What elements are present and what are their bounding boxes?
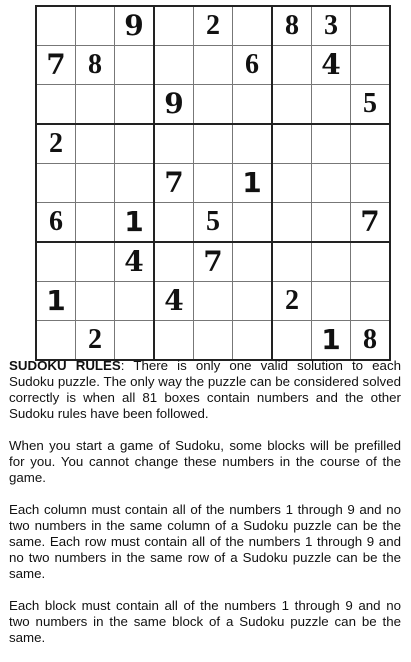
sudoku-row	[36, 46, 390, 85]
sudoku-cell-r8-c5[interactable]	[194, 282, 233, 321]
sudoku-cell-r9-c4[interactable]	[154, 321, 194, 361]
sudoku-board-container	[35, 5, 380, 356]
sudoku-cell-r6-c8[interactable]	[312, 203, 351, 243]
sudoku-cell-r9-c9: 8	[351, 321, 391, 361]
sudoku-row	[36, 321, 390, 361]
sudoku-cell-r7-c2[interactable]	[76, 242, 115, 282]
sudoku-cell-r9-c7[interactable]	[272, 321, 312, 361]
sudoku-cell-r9-c3[interactable]	[115, 321, 155, 361]
sudoku-grid	[35, 5, 391, 361]
sudoku-row	[36, 85, 390, 125]
sudoku-cell-r8-c4: 4	[154, 282, 194, 321]
sudoku-cell-r2-c2: 8	[76, 46, 115, 85]
sudoku-cell-r9-c8: 1	[312, 321, 351, 361]
sudoku-cell-r5-c4: 7	[154, 164, 194, 203]
sudoku-cell-r8-c1: 1	[36, 282, 76, 321]
sudoku-cell-r1-c3: 9	[115, 6, 155, 46]
sudoku-cell-r1-c5: 2	[194, 6, 233, 46]
sudoku-cell-r6-c1: 6	[36, 203, 76, 243]
sudoku-cell-r3-c1[interactable]	[36, 85, 76, 125]
sudoku-cell-r3-c4: 9	[154, 85, 194, 125]
sudoku-cell-r8-c7: 2	[272, 282, 312, 321]
sudoku-cell-r7-c9[interactable]	[351, 242, 391, 282]
sudoku-row	[36, 6, 390, 46]
sudoku-cell-r9-c2: 2	[76, 321, 115, 361]
sudoku-cell-r1-c6[interactable]	[233, 6, 273, 46]
rules-block-paragraph: Each block must contain all of the numbers 1 through 9 and no two numbers in the same block of a Sudoku puzzle can be the same.	[9, 598, 401, 645]
sudoku-row	[36, 164, 390, 203]
sudoku-cell-r4-c4[interactable]	[154, 124, 194, 164]
sudoku-cell-r2-c8: 4	[312, 46, 351, 85]
sudoku-cell-r6-c7[interactable]	[272, 203, 312, 243]
sudoku-cell-r4-c1: 2	[36, 124, 76, 164]
sudoku-cell-r2-c1: 7	[36, 46, 76, 85]
sudoku-cell-r5-c5[interactable]	[194, 164, 233, 203]
sudoku-cell-r4-c6[interactable]	[233, 124, 273, 164]
sudoku-cell-r1-c7: 8	[272, 6, 312, 46]
sudoku-cell-r5-c9[interactable]	[351, 164, 391, 203]
sudoku-cell-r1-c8: 3	[312, 6, 351, 46]
sudoku-cell-r3-c3[interactable]	[115, 85, 155, 125]
sudoku-cell-r3-c8[interactable]	[312, 85, 351, 125]
sudoku-cell-r8-c9[interactable]	[351, 282, 391, 321]
sudoku-row	[36, 203, 390, 243]
rules-prefilled-paragraph: When you start a game of Sudoku, some blocks will be prefilled for you. You cannot change these numbers in the course of the game.	[9, 438, 401, 485]
sudoku-cell-r7-c1[interactable]	[36, 242, 76, 282]
sudoku-cell-r8-c8[interactable]	[312, 282, 351, 321]
sudoku-cell-r7-c7[interactable]	[272, 242, 312, 282]
sudoku-cell-r5-c2[interactable]	[76, 164, 115, 203]
sudoku-cell-r3-c6[interactable]	[233, 85, 273, 125]
rules-title: SUDOKU RULES	[9, 358, 121, 373]
sudoku-cell-r4-c3[interactable]	[115, 124, 155, 164]
rules-intro-text: : There is only one valid solution to each Sudoku puzzle. The only way the puzzle can be considered solved correctly is when all 81 boxes contain numbers and the other Sudoku rules have been followed.	[9, 358, 401, 421]
rules-section	[9, 358, 401, 662]
sudoku-cell-r4-c5[interactable]	[194, 124, 233, 164]
sudoku-cell-r2-c6: 6	[233, 46, 273, 85]
sudoku-cell-r9-c6[interactable]	[233, 321, 273, 361]
sudoku-cell-r5-c3[interactable]	[115, 164, 155, 203]
sudoku-cell-r8-c6[interactable]	[233, 282, 273, 321]
sudoku-cell-r2-c7[interactable]	[272, 46, 312, 85]
sudoku-cell-r3-c5[interactable]	[194, 85, 233, 125]
sudoku-cell-r1-c1[interactable]	[36, 6, 76, 46]
sudoku-row	[36, 124, 390, 164]
sudoku-cell-r1-c9[interactable]	[351, 6, 391, 46]
sudoku-row	[36, 282, 390, 321]
sudoku-cell-r1-c4[interactable]	[154, 6, 194, 46]
sudoku-cell-r6-c9: 7	[351, 203, 391, 243]
rules-row-column-paragraph: Each column must contain all of the numbers 1 through 9 and no two numbers in the same column of a Sudoku puzzle can be the same. Each row must contain all of the numbers 1 through 9 and no two numbers in the same row of a Sudoku puzzle can be the same.	[9, 502, 401, 581]
sudoku-cell-r6-c6[interactable]	[233, 203, 273, 243]
sudoku-cell-r2-c5[interactable]	[194, 46, 233, 85]
sudoku-cell-r2-c9[interactable]	[351, 46, 391, 85]
sudoku-cell-r7-c4[interactable]	[154, 242, 194, 282]
sudoku-cell-r4-c2[interactable]	[76, 124, 115, 164]
sudoku-cell-r5-c7[interactable]	[272, 164, 312, 203]
sudoku-cell-r4-c9[interactable]	[351, 124, 391, 164]
sudoku-cell-r2-c4[interactable]	[154, 46, 194, 85]
rules-intro-paragraph	[9, 358, 401, 422]
sudoku-cell-r3-c2[interactable]	[76, 85, 115, 125]
sudoku-row	[36, 242, 390, 282]
sudoku-cell-r8-c2[interactable]	[76, 282, 115, 321]
sudoku-cell-r2-c3[interactable]	[115, 46, 155, 85]
sudoku-cell-r6-c2[interactable]	[76, 203, 115, 243]
sudoku-cell-r6-c4[interactable]	[154, 203, 194, 243]
sudoku-cell-r7-c6[interactable]	[233, 242, 273, 282]
sudoku-cell-r7-c3: 4	[115, 242, 155, 282]
sudoku-cell-r3-c9: 5	[351, 85, 391, 125]
sudoku-cell-r7-c5: 7	[194, 242, 233, 282]
sudoku-cell-r7-c8[interactable]	[312, 242, 351, 282]
sudoku-cell-r6-c5: 5	[194, 203, 233, 243]
sudoku-cell-r9-c5[interactable]	[194, 321, 233, 361]
sudoku-cell-r5-c6: 1	[233, 164, 273, 203]
sudoku-cell-r4-c8[interactable]	[312, 124, 351, 164]
sudoku-cell-r9-c1[interactable]	[36, 321, 76, 361]
sudoku-cell-r4-c7[interactable]	[272, 124, 312, 164]
sudoku-cell-r1-c2[interactable]	[76, 6, 115, 46]
sudoku-cell-r6-c3: 1	[115, 203, 155, 243]
sudoku-cell-r3-c7[interactable]	[272, 85, 312, 125]
sudoku-cell-r8-c3[interactable]	[115, 282, 155, 321]
sudoku-cell-r5-c8[interactable]	[312, 164, 351, 203]
sudoku-cell-r5-c1[interactable]	[36, 164, 76, 203]
